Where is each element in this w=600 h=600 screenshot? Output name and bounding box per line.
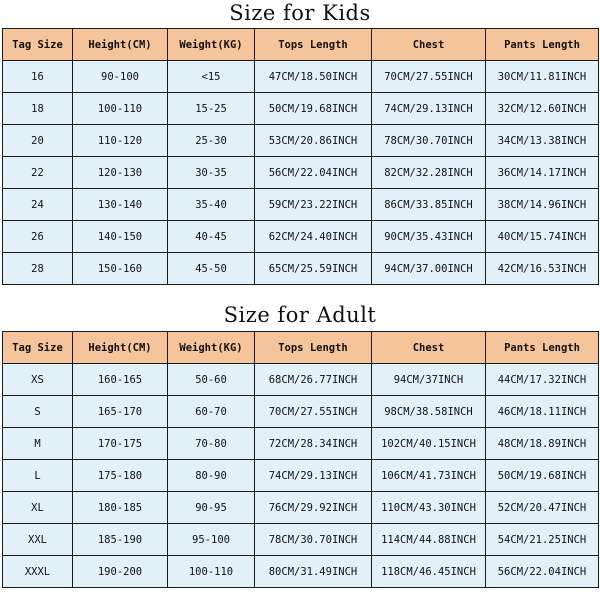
table-row (3, 221, 599, 253)
kids-size-title: Size for Kids (229, 1, 371, 25)
cell-pants-length: 36CM/14.17INCH (486, 157, 599, 189)
cell-weight: 35-40 (168, 189, 255, 221)
cell-chest: 82CM/32.28INCH (372, 157, 486, 189)
cell-tops-length: 50CM/19.68INCH (255, 93, 372, 125)
cell-height: 150-160 (73, 253, 168, 285)
adult-size-table (2, 331, 599, 588)
cell-tops-length: 68CM/26.77INCH (255, 364, 372, 396)
column-header-height: Height(CM) (73, 332, 168, 364)
cell-height: 160-165 (73, 364, 168, 396)
table-row (3, 524, 599, 556)
cell-tops-length: 59CM/23.22INCH (255, 189, 372, 221)
header-row (3, 332, 599, 364)
cell-chest: 94CM/37INCH (372, 364, 486, 396)
cell-chest: 74CM/29.13INCH (372, 93, 486, 125)
cell-pants-length: 32CM/12.60INCH (486, 93, 599, 125)
cell-pants-length: 54CM/21.25INCH (486, 524, 599, 556)
column-header-tops-length: Tops Length (255, 332, 372, 364)
cell-tops-length: 76CM/29.92INCH (255, 492, 372, 524)
table-row (3, 460, 599, 492)
cell-chest: 102CM/40.15INCH (372, 428, 486, 460)
cell-tag-size: 16 (3, 61, 73, 93)
cell-pants-length: 40CM/15.74INCH (486, 221, 599, 253)
column-header-weight: Weight(KG) (168, 29, 255, 61)
column-header-weight: Weight(KG) (168, 332, 255, 364)
table-row (3, 396, 599, 428)
cell-tag-size: 24 (3, 189, 73, 221)
column-header-chest: Chest (372, 29, 486, 61)
cell-pants-length: 34CM/13.38INCH (486, 125, 599, 157)
cell-chest: 90CM/35.43INCH (372, 221, 486, 253)
cell-weight: 90-95 (168, 492, 255, 524)
cell-tag-size: XXXL (3, 556, 73, 588)
cell-chest: 98CM/38.58INCH (372, 396, 486, 428)
table-row (3, 364, 599, 396)
cell-tops-length: 62CM/24.40INCH (255, 221, 372, 253)
kids-table-body (3, 61, 599, 285)
cell-pants-length: 46CM/18.11INCH (486, 396, 599, 428)
cell-weight: 70-80 (168, 428, 255, 460)
cell-height: 120-130 (73, 157, 168, 189)
cell-height: 185-190 (73, 524, 168, 556)
cell-pants-length: 56CM/22.04INCH (486, 556, 599, 588)
cell-tops-length: 56CM/22.04INCH (255, 157, 372, 189)
table-row (3, 157, 599, 189)
cell-tops-length: 53CM/20.86INCH (255, 125, 372, 157)
header-row (3, 29, 599, 61)
cell-height: 130-140 (73, 189, 168, 221)
column-header-pants-length: Pants Length (486, 332, 599, 364)
cell-weight: 45-50 (168, 253, 255, 285)
cell-tag-size: 20 (3, 125, 73, 157)
cell-chest: 78CM/30.70INCH (372, 125, 486, 157)
kids-table-header (3, 29, 599, 61)
cell-tag-size: XS (3, 364, 73, 396)
cell-chest: 118CM/46.45INCH (372, 556, 486, 588)
cell-tag-size: S (3, 396, 73, 428)
cell-tops-length: 74CM/29.13INCH (255, 460, 372, 492)
table-row (3, 125, 599, 157)
cell-tops-length: 47CM/18.50INCH (255, 61, 372, 93)
cell-pants-length: 50CM/19.68INCH (486, 460, 599, 492)
column-header-tag-size: Tag Size (3, 332, 73, 364)
cell-tops-length: 70CM/27.55INCH (255, 396, 372, 428)
cell-weight: 30-35 (168, 157, 255, 189)
cell-pants-length: 48CM/18.89INCH (486, 428, 599, 460)
cell-chest: 70CM/27.55INCH (372, 61, 486, 93)
table-row (3, 492, 599, 524)
cell-tag-size: 26 (3, 221, 73, 253)
column-header-tops-length: Tops Length (255, 29, 372, 61)
table-row (3, 93, 599, 125)
cell-chest: 110CM/43.30INCH (372, 492, 486, 524)
cell-weight: 100-110 (168, 556, 255, 588)
cell-height: 165-170 (73, 396, 168, 428)
cell-pants-length: 42CM/16.53INCH (486, 253, 599, 285)
cell-tops-length: 78CM/30.70INCH (255, 524, 372, 556)
cell-height: 140-150 (73, 221, 168, 253)
cell-weight: 95-100 (168, 524, 255, 556)
cell-height: 180-185 (73, 492, 168, 524)
cell-tag-size: 28 (3, 253, 73, 285)
cell-chest: 94CM/37.00INCH (372, 253, 486, 285)
cell-tops-length: 65CM/25.59INCH (255, 253, 372, 285)
column-header-pants-length: Pants Length (486, 29, 599, 61)
cell-height: 175-180 (73, 460, 168, 492)
cell-tag-size: XXL (3, 524, 73, 556)
cell-tag-size: 22 (3, 157, 73, 189)
column-header-chest: Chest (372, 332, 486, 364)
cell-chest: 106CM/41.73INCH (372, 460, 486, 492)
cell-chest: 114CM/44.88INCH (372, 524, 486, 556)
cell-tag-size: M (3, 428, 73, 460)
cell-height: 190-200 (73, 556, 168, 588)
cell-chest: 86CM/33.85INCH (372, 189, 486, 221)
cell-tag-size: XL (3, 492, 73, 524)
cell-weight: 60-70 (168, 396, 255, 428)
cell-height: 90-100 (73, 61, 168, 93)
cell-tops-length: 72CM/28.34INCH (255, 428, 372, 460)
adult-size-title: Size for Adult (223, 303, 377, 327)
adult-table-body (3, 364, 599, 588)
adult-table-header (3, 332, 599, 364)
cell-weight: 25-30 (168, 125, 255, 157)
table-row (3, 253, 599, 285)
cell-tag-size: L (3, 460, 73, 492)
column-header-height: Height(CM) (73, 29, 168, 61)
cell-tops-length: 80CM/31.49INCH (255, 556, 372, 588)
cell-pants-length: 30CM/11.81INCH (486, 61, 599, 93)
kids-size-table (2, 28, 599, 285)
cell-height: 170-175 (73, 428, 168, 460)
cell-weight: 50-60 (168, 364, 255, 396)
table-row (3, 556, 599, 588)
cell-height: 110-120 (73, 125, 168, 157)
table-row (3, 189, 599, 221)
column-header-tag-size: Tag Size (3, 29, 73, 61)
cell-pants-length: 38CM/14.96INCH (486, 189, 599, 221)
table-row (3, 61, 599, 93)
cell-weight: 15-25 (168, 93, 255, 125)
table-row (3, 428, 599, 460)
cell-weight: 80-90 (168, 460, 255, 492)
cell-weight: 40-45 (168, 221, 255, 253)
cell-tag-size: 18 (3, 93, 73, 125)
cell-pants-length: 52CM/20.47INCH (486, 492, 599, 524)
cell-height: 100-110 (73, 93, 168, 125)
cell-weight: <15 (168, 61, 255, 93)
cell-pants-length: 44CM/17.32INCH (486, 364, 599, 396)
